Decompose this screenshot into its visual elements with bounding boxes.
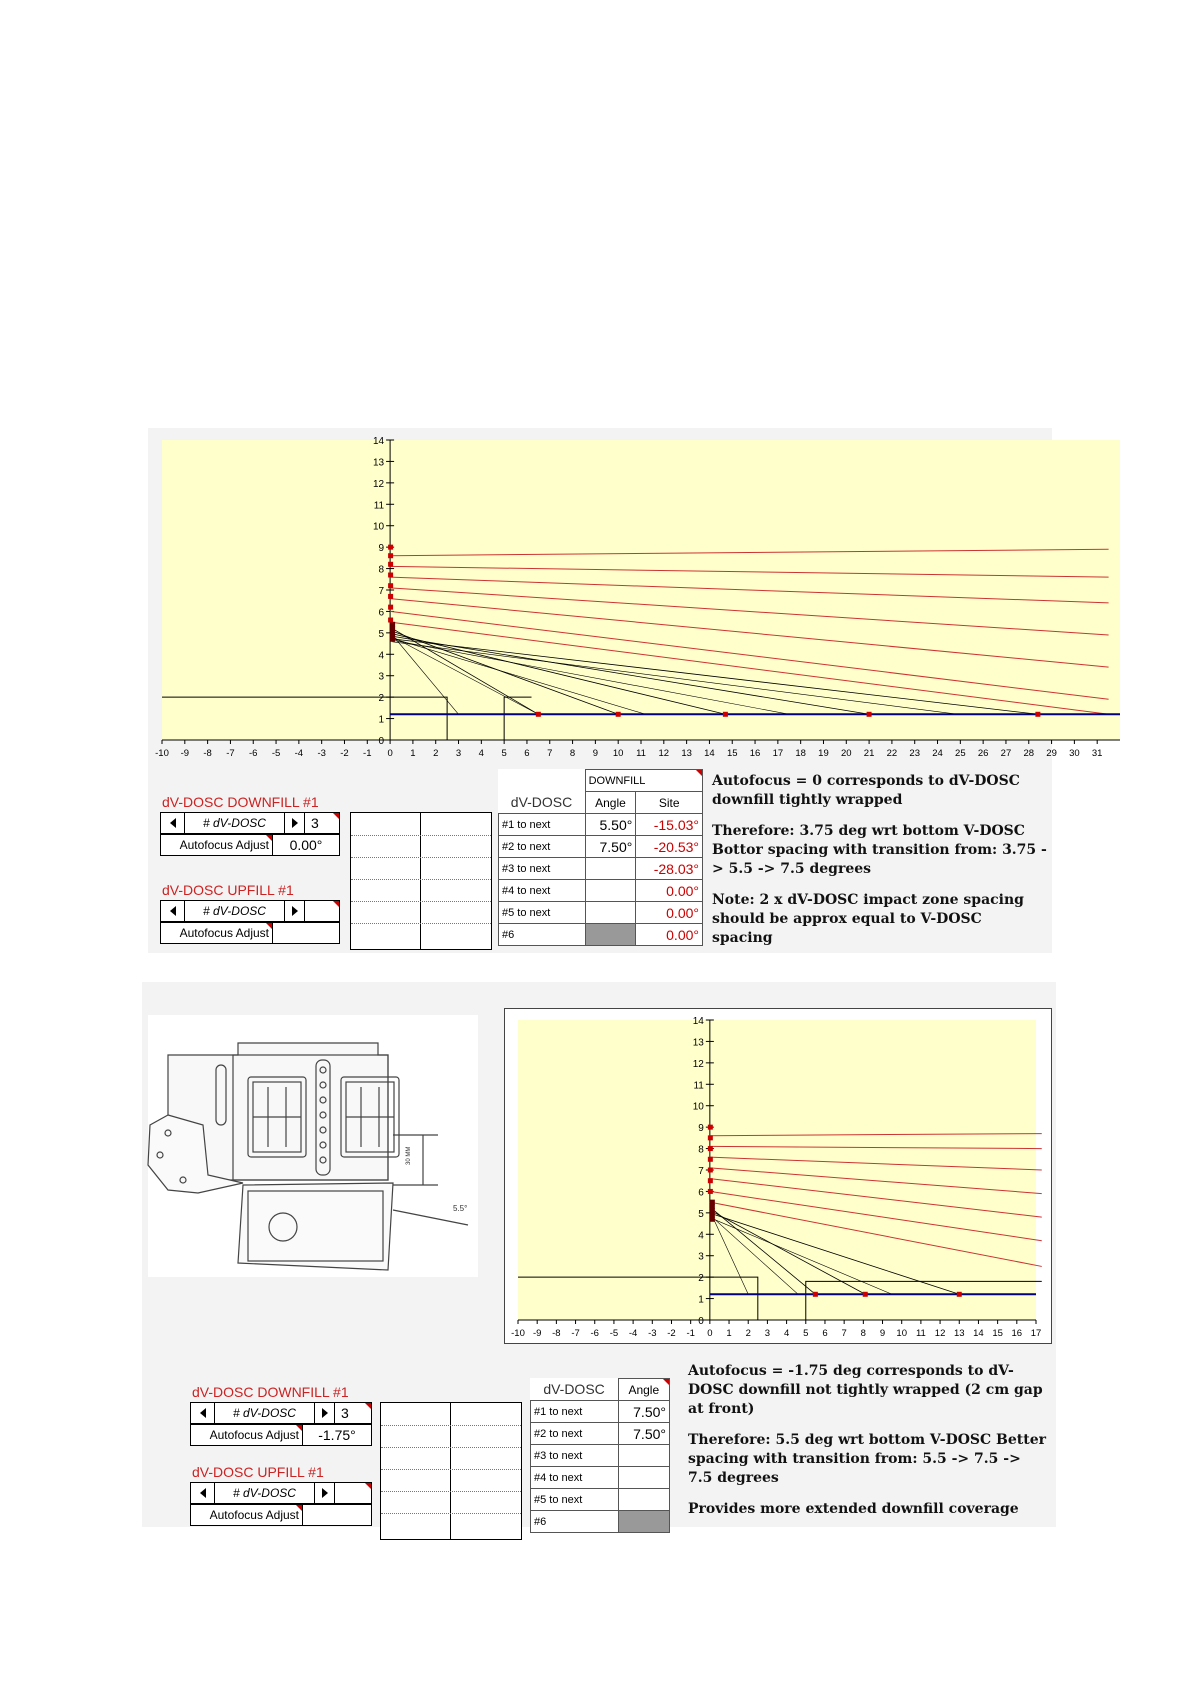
top-downfill-control [160,794,340,886]
row-label: #1 to next [499,814,586,836]
impact-marker [813,1292,818,1297]
x-tick-label: 14 [704,748,715,759]
speaker-marker [388,618,393,623]
site-value: 0.00° [636,924,703,946]
top-upfill-autofocus-label: Autofocus Adjust [161,923,273,943]
y-tick-label: 6 [378,607,385,619]
x-tick-label: 16 [1011,1328,1023,1339]
y-tick-label: 0 [698,1316,704,1327]
x-tick-label: 17 [1030,1328,1042,1339]
bottom-upfill-autofocus-box [190,1504,372,1526]
dimension-label-30mm: 30 MM [406,1146,412,1165]
x-tick-label: 21 [863,748,875,759]
x-tick-label: 30 [1069,748,1080,759]
x-tick-label: -1 [686,1328,695,1339]
bottom-upfill-increment-button[interactable] [315,1483,335,1503]
top-downfill-decrement-button[interactable] [161,813,185,833]
top-downfill-count-label: # dV-DOSC [185,813,285,833]
bottom-downfill-count-value[interactable]: 3 [341,1405,349,1421]
speaker-marker [708,1125,713,1130]
y-tick-label: 11 [693,1080,704,1092]
y-tick-label: 14 [372,436,385,447]
top-upfill-autofocus-box [160,922,340,944]
y-tick-label: 7 [378,586,385,597]
bottom-downfill-increment-button[interactable] [315,1403,335,1423]
x-tick-label: 18 [795,748,806,759]
bottom-downfill-autofocus-box [190,1424,372,1446]
rigging-drawing [148,1015,478,1277]
x-tick-label: 22 [886,748,898,759]
impact-marker [536,712,541,717]
angle-value[interactable]: 7.50° [618,1423,669,1445]
bottom-downfill-count-box [190,1402,372,1424]
top-spreadsheet-grid [350,812,492,950]
top-upfill-control [160,882,340,952]
x-tick-label: 5 [803,1328,809,1339]
bottom-upfill-count-label: # dV-DOSC [215,1483,315,1503]
y-tick-label: 1 [698,1294,704,1306]
bottom-angle-table [530,1378,670,1533]
top-table-col-angle: Angle [585,792,636,814]
x-tick-label: 27 [1000,748,1012,759]
angle-value [618,1511,669,1533]
top-downfill-count-value[interactable]: 3 [311,815,319,831]
left-arrow-icon [170,818,176,828]
speaker-marker [388,573,393,578]
x-tick-label: 4 [783,1328,790,1339]
bottom-downfill-count-label: # dV-DOSC [215,1403,315,1423]
table-row [531,1467,670,1489]
y-tick-label: 7 [698,1166,704,1177]
site-value: -20.53° [636,836,703,858]
angle-value[interactable]: 7.50° [618,1401,669,1423]
y-tick-label: 12 [372,478,385,490]
left-arrow-icon [170,906,176,916]
x-tick-label: 24 [932,748,943,759]
x-tick-label: 15 [992,1328,1003,1339]
speaker-marker [388,553,393,558]
x-tick-label: 12 [658,748,670,759]
top-note-1: Autofocus = 0 corresponds to dV-DOSC downfill tightly wrapped [712,773,1020,808]
y-tick-label: 6 [698,1187,704,1199]
right-arrow-icon [322,1408,328,1418]
x-tick-label: 7 [547,748,553,759]
top-upfill-count-box [160,900,340,922]
right-arrow-icon [292,906,298,916]
impact-marker [1035,712,1040,717]
x-tick-label: 14 [973,1328,984,1339]
x-tick-label: 11 [636,748,646,759]
x-tick-label: 8 [569,748,576,759]
impact-marker [957,1292,962,1297]
x-tick-label: 16 [749,748,761,759]
row-label: #5 to next [499,902,586,924]
table-row [499,836,703,858]
site-value: 0.00° [636,880,703,902]
y-tick-label: 13 [372,457,385,469]
x-tick-label: 12 [934,1328,946,1339]
y-tick-label: 1 [378,714,385,726]
x-tick-label: -2 [340,748,349,759]
top-downfill-count-box [160,812,340,834]
x-tick-label: 29 [1046,748,1057,759]
site-value: -15.03° [636,814,703,836]
y-tick-label: 5 [378,628,385,640]
speaker-marker [710,1204,715,1209]
bottom-downfill-title: dV-DOSC DOWNFILL #1 [192,1384,349,1400]
bottom-upfill-title: dV-DOSC UPFILL #1 [192,1464,324,1480]
x-tick-label: 0 [387,748,393,759]
x-tick-label: 13 [953,1328,965,1339]
row-label: #6 [499,924,586,946]
top-downfill-autofocus-value[interactable]: 0.00° [289,837,323,853]
x-tick-label: 2 [745,1328,751,1339]
impact-marker [616,712,621,717]
top-note-3: Note: 2 x dV-DOSC impact zone spacing should be approx equal to V-DOSC spacing [712,892,1024,946]
y-tick-label: 3 [378,671,385,683]
right-arrow-icon [322,1488,328,1498]
speaker-marker [388,594,393,599]
speaker-marker [710,1213,715,1218]
left-arrow-icon [200,1488,206,1498]
impact-marker [723,712,728,717]
y-tick-label: 2 [698,1273,704,1285]
x-tick-label: 20 [840,748,852,759]
x-tick-label: 6 [822,1328,828,1339]
x-tick-label: 4 [478,748,484,759]
bottom-upfill-autofocus-label: Autofocus Adjust [191,1505,303,1525]
x-tick-label: -1 [363,748,372,759]
top-downfill-autofocus-label: Autofocus Adjust [161,835,273,855]
bottom-downfill-control [190,1384,372,1476]
y-tick-label: 10 [692,1101,704,1113]
speaker-marker [710,1217,715,1222]
impact-marker [867,712,872,717]
speaker-marker [388,583,393,588]
bottom-downfill-autofocus-label: Autofocus Adjust [191,1425,303,1445]
y-tick-label: 9 [698,1123,704,1135]
top-upfill-decrement-button[interactable] [161,901,185,921]
table-row [531,1401,670,1423]
y-tick-label: 4 [698,1230,704,1242]
table-row [499,902,703,924]
x-tick-label: 1 [726,1328,732,1339]
x-tick-label: -4 [294,748,304,759]
x-tick-label: 5 [501,748,507,759]
x-tick-label: 31 [1091,748,1103,759]
top-note-2: Therefore: 3.75 deg wrt bottom V-DOSC Bottor spacing with transition from: 3.75 -> 5.5 -> 7.5 degrees [712,823,1047,877]
table-row [531,1489,670,1511]
y-tick-label: 0 [378,736,385,747]
x-tick-label: 17 [772,748,784,759]
bottom-upfill-count-box [190,1482,372,1504]
speaker-marker [710,1208,715,1213]
top-table-col-name: dV-DOSC [510,794,573,811]
x-tick-label: -10 [155,748,169,759]
left-arrow-icon [200,1408,206,1418]
row-label: #5 to next [531,1489,619,1511]
speaker-marker [708,1146,713,1151]
x-tick-label: 19 [818,748,829,759]
top-upfill-increment-button[interactable] [285,901,305,921]
y-tick-label: 3 [698,1251,704,1263]
table-row [531,1511,670,1533]
table-row [499,880,703,902]
x-tick-label: 11 [915,1328,926,1339]
bottom-table-col-angle: Angle [618,1379,669,1401]
x-tick-label: 7 [841,1328,847,1339]
x-tick-label: -2 [667,1328,676,1339]
y-tick-label: 12 [692,1058,704,1070]
x-tick-label: -9 [532,1328,542,1339]
angle-value [585,924,636,946]
x-tick-label: 9 [879,1328,886,1339]
angle-value[interactable] [585,902,636,924]
speaker-marker [388,545,393,550]
bottom-table-col-name: dV-DOSC [543,1381,605,1398]
y-tick-label: 2 [378,693,385,705]
top-downfill-title: dV-DOSC DOWNFILL #1 [162,794,319,810]
row-label: #2 to next [499,836,586,858]
angle-value[interactable] [585,858,636,880]
bottom-note-1: Autofocus = -1.75 deg corresponds to dV-DOSC downfill not tightly wrapped (2 cm gap at front) [688,1363,1043,1417]
x-tick-label: -8 [552,1328,561,1339]
x-tick-label: -7 [571,1328,580,1339]
top-table-col-site: Site [636,792,703,814]
bottom-chart [506,1012,1050,1342]
x-tick-label: 1 [410,748,416,759]
bottom-spreadsheet-grid [380,1402,522,1540]
site-value: 0.00° [636,902,703,924]
x-tick-label: 23 [909,748,921,759]
x-tick-label: -6 [590,1328,599,1339]
angle-value[interactable] [618,1489,669,1511]
top-downfill-autofocus-box [160,834,340,856]
y-tick-label: 10 [372,521,385,533]
y-tick-label: 13 [692,1037,704,1049]
x-tick-label: 13 [681,748,692,759]
angle-value[interactable] [585,880,636,902]
site-value: -28.03° [636,858,703,880]
speaker-marker [708,1135,713,1140]
top-upfill-title: dV-DOSC UPFILL #1 [162,882,294,898]
bottom-downfill-decrement-button[interactable] [191,1403,215,1423]
dimension-label-angle: 5.5° [453,1204,468,1213]
row-label: #1 to next [531,1401,619,1423]
speaker-marker [708,1178,713,1183]
x-tick-label: 26 [977,748,989,759]
table-row [531,1423,670,1445]
speaker-marker [390,626,395,631]
bottom-note-2: Therefore: 5.5 deg wrt bottom V-DOSC Better spacing with transition from: 5.5 -> 7.5 -> 7.5 degrees [688,1432,1046,1486]
x-tick-label: -8 [203,748,212,759]
table-row [531,1445,670,1467]
speaker-marker [390,637,395,642]
x-tick-label: -6 [249,748,258,759]
x-tick-label: 8 [860,1328,866,1339]
bottom-upfill-decrement-button[interactable] [191,1483,215,1503]
y-tick-label: 8 [378,564,385,576]
y-tick-label: 5 [698,1208,704,1220]
row-label: #4 to next [499,880,586,902]
x-tick-label: 28 [1023,748,1035,759]
x-tick-label: -10 [511,1328,525,1339]
top-chart [150,430,1103,762]
x-tick-label: 15 [726,748,738,759]
table-row [499,814,703,836]
top-table-group-header: DOWNFILL [585,770,702,792]
angle-value[interactable] [618,1445,669,1467]
bottom-note-3: Provides more extended downfill coverage [688,1501,1019,1517]
x-tick-label: 10 [896,1328,907,1339]
x-tick-label: 9 [592,748,599,759]
speaker-marker [708,1168,713,1173]
top-angle-table [498,769,703,946]
row-label: #6 [531,1511,619,1533]
x-tick-label: 0 [707,1328,713,1339]
x-tick-label: -4 [628,1328,638,1339]
speaker-marker [390,622,395,627]
x-tick-label: 6 [524,748,530,759]
y-tick-label: 4 [378,650,385,662]
plot-area [162,440,1120,740]
row-label: #2 to next [531,1423,619,1445]
x-tick-label: -9 [180,748,190,759]
y-tick-label: 8 [698,1144,704,1156]
speaker-marker [388,562,393,567]
y-tick-label: 14 [692,1016,704,1027]
angle-value[interactable] [618,1467,669,1489]
bottom-downfill-autofocus-value[interactable]: -1.75° [318,1427,356,1443]
speaker-marker [708,1189,713,1194]
x-tick-label: -5 [271,748,281,759]
x-tick-label: 3 [764,1328,771,1339]
x-tick-label: 10 [612,748,624,759]
row-label: #3 to next [531,1445,619,1467]
top-notes [712,772,1047,960]
x-tick-label: -5 [609,1328,619,1339]
right-arrow-icon [292,818,298,828]
top-downfill-increment-button[interactable] [285,813,305,833]
x-tick-label: 3 [455,748,462,759]
row-label: #3 to next [499,858,586,880]
angle-value[interactable]: 7.50° [585,836,636,858]
speaker-marker [710,1200,715,1205]
speaker-marker [708,1157,713,1162]
x-tick-label: -7 [226,748,235,759]
bottom-upfill-control [190,1464,372,1534]
x-tick-label: -3 [317,748,326,759]
x-tick-label: 2 [433,748,439,759]
speaker-marker [388,605,393,610]
table-row [499,858,703,880]
bottom-notes [688,1362,1048,1531]
y-tick-label: 9 [378,543,385,555]
top-upfill-count-label: # dV-DOSC [185,901,285,921]
x-tick-label: 25 [955,748,966,759]
x-tick-label: -3 [648,1328,657,1339]
y-tick-label: 11 [373,500,385,512]
table-row [499,924,703,946]
row-label: #4 to next [531,1467,619,1489]
impact-marker [863,1292,868,1297]
angle-value[interactable]: 5.50° [585,814,636,836]
